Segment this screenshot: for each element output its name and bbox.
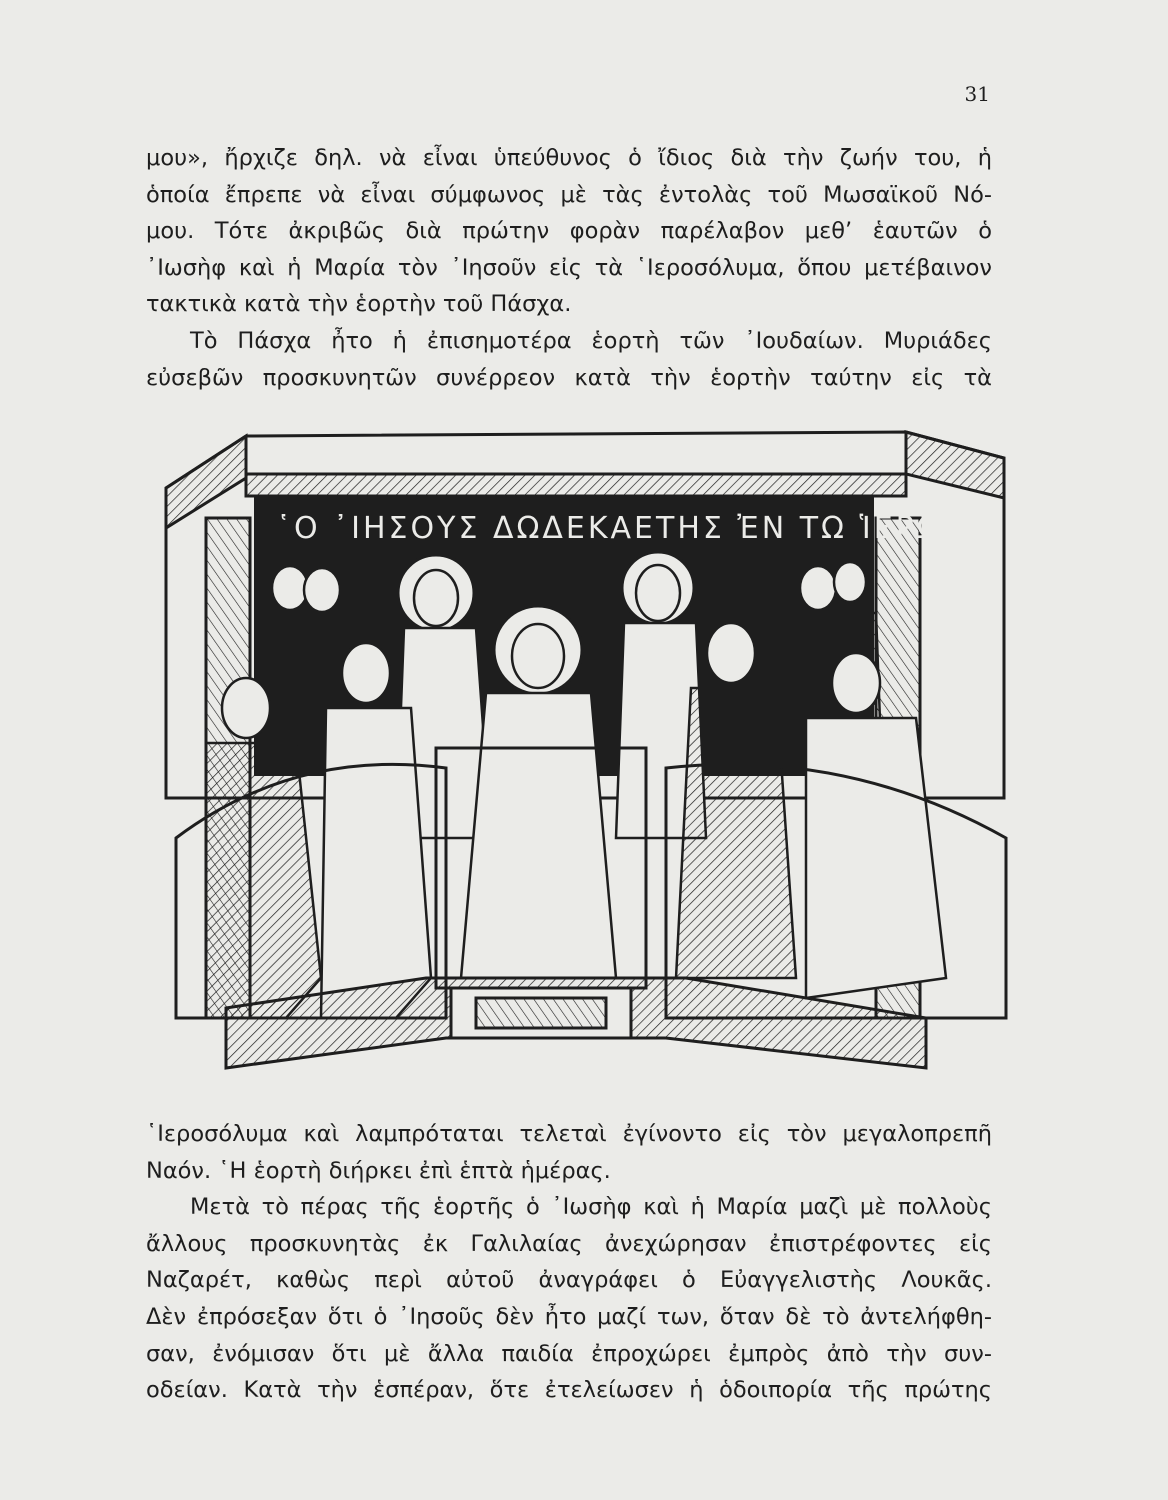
top-paragraphs bbox=[146, 140, 992, 396]
text-line: ὁποία ἔπρεπε νὰ εἶναι σύμφωνος μὲ τὰς ἐντολὰς τοῦ Μωσαϊκοῦ Νό- bbox=[146, 181, 992, 208]
text-line: μου. Τότε ἀκριβῶς διὰ πρώτην φορὰν παρέλαβον μεθ’ ἑαυτῶν ὁ bbox=[146, 218, 992, 245]
text-line: Ναζαρέτ, καθὼς περὶ αὐτοῦ ἀναγράφει ὁ Εὐαγγελιστὴς Λουκᾶς. bbox=[146, 1267, 992, 1294]
illustration-caption: ῾Ο ᾿ΙΗΣΟΥΣ ΔΩΔΕΚΑΕΤΗΣ ἘΝ ΤΩ ἹΕΡΩ bbox=[276, 511, 943, 546]
text-line: σαν, ἐνόμισαν ὅτι μὲ ἄλλα παιδία ἐπροχώρει ἐμπρὸς ἀπὸ τὴν συν- bbox=[146, 1340, 992, 1367]
text-line: ᾿Ιωσὴφ καὶ ἡ Μαρία τὸν ᾿Ιησοῦν εἰς τὰ ῾Ιεροσόλυμα, ὅπου μετέβαινον bbox=[146, 254, 992, 281]
text-line: τακτικὰ κατὰ τὴν ἑορτὴν τοῦ Πάσχα. bbox=[146, 291, 572, 318]
woodcut-illustration bbox=[146, 418, 1014, 1090]
text-line: ῾Ιεροσόλυμα καὶ λαμπρόταται τελεταὶ ἐγίνοντο εἰς τὸν μεγαλοπρεπῆ bbox=[146, 1121, 992, 1147]
text-line: οδείαν. Κατὰ τὴν ἑσπέραν, ὅτε ἐτελείωσεν ἡ ὁδοιπορία τῆς πρώτης bbox=[146, 1377, 992, 1404]
text-line: ἄλλους προσκυνητὰς ἐκ Γαλιλαίας ἀνεχώρησαν ἐπιστρέφοντες εἰς bbox=[146, 1230, 992, 1257]
text-line: Ναόν. ῾Η ἑορτὴ διήρκει ἐπὶ ἑπτὰ ἡμέρας. bbox=[146, 1157, 611, 1184]
text-line: Δὲν ἐπρόσεξαν ὅτι ὁ ᾿Ιησοῦς δὲν ἦτο μαζί των, ὅταν δὲ τὸ ἀντελήφθη- bbox=[146, 1303, 992, 1330]
text-line: μου», ἤρχιζε δηλ. νὰ εἶναι ὑπεύθυνος ὁ ἴδιος διὰ τὴν ζωήν του, ἡ bbox=[146, 145, 992, 171]
paragraph bbox=[146, 1189, 992, 1409]
bottom-paragraphs bbox=[146, 1116, 992, 1409]
text-line: εὐσεβῶν προσκυνητῶν συνέρρεον κατὰ τὴν ἑορτὴν ταύτην εἰς τὰ bbox=[146, 364, 992, 391]
illustration-svg bbox=[146, 418, 1014, 1090]
paragraph bbox=[146, 323, 992, 396]
paragraph bbox=[146, 1116, 992, 1189]
paragraph bbox=[146, 140, 992, 323]
page-number: 31 bbox=[964, 82, 990, 106]
text-line: Μετὰ τὸ πέρας τῆς ἑορτῆς ὁ ᾿Ιωσὴφ καὶ ἡ Μαρία μαζὶ μὲ πολλοὺς bbox=[190, 1194, 992, 1221]
text-line: Τὸ Πάσχα ἦτο ἡ ἐπισημοτέρα ἑορτὴ τῶν ᾿Ιουδαίων. Μυριάδες bbox=[190, 327, 992, 354]
